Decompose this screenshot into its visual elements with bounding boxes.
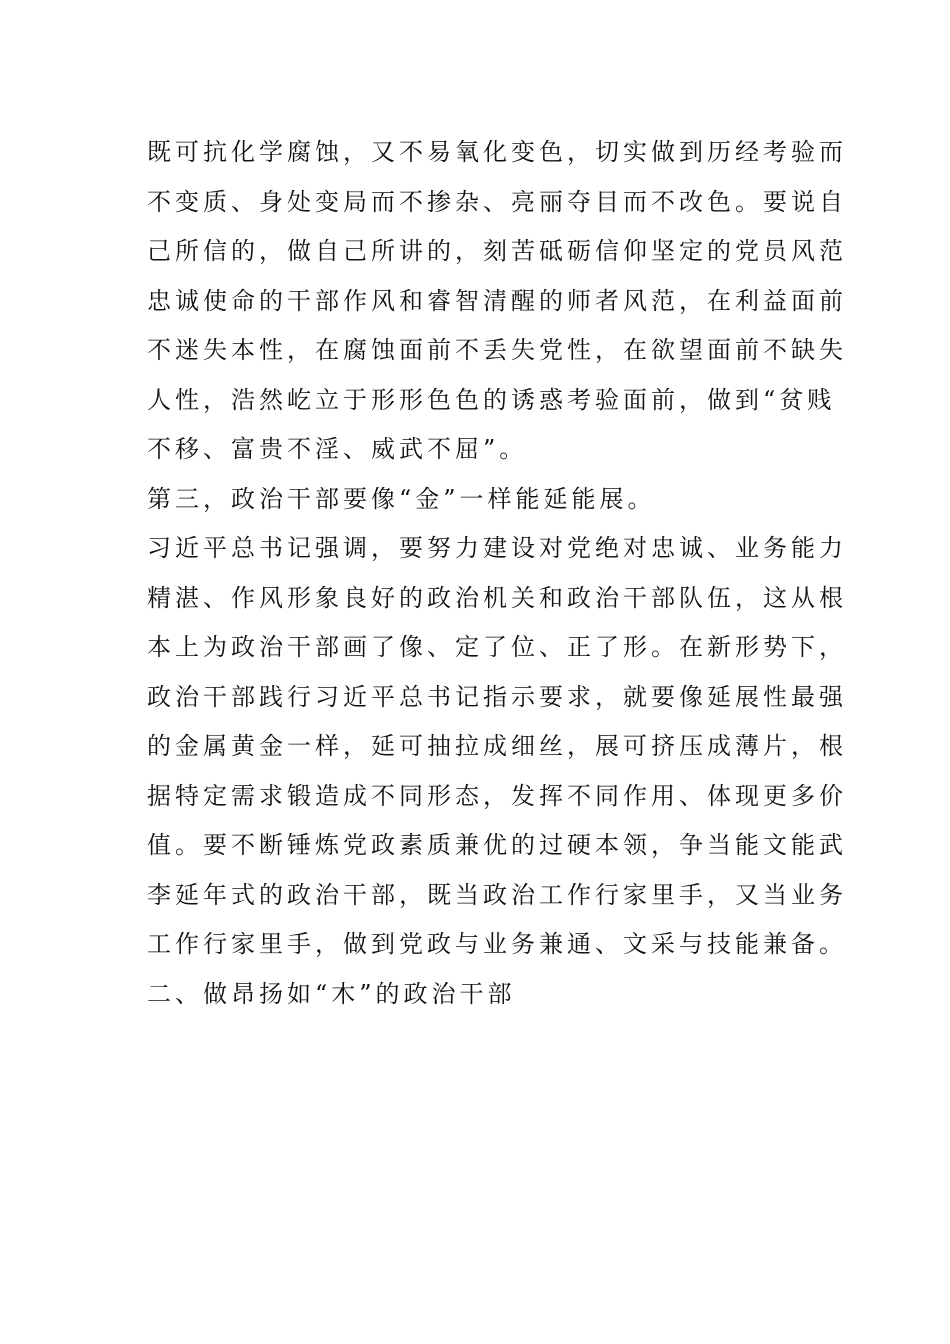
text-line: 不迷失本性，在腐蚀面前不丢失党性，在欲望面前不缺失 (147, 336, 847, 364)
text-line: 本上为政治干部画了像、定了位、正了形。在新形势下， (147, 633, 847, 661)
text-line: 习近平总书记强调，要努力建设对党绝对忠诚、业务能力 (147, 534, 847, 562)
text-line: 值。要不断锤炼党政素质兼优的过硬本领，争当能文能武 (147, 831, 847, 859)
text-line: 李延年式的政治干部，既当政治工作行家里手，又当业务 (147, 880, 847, 909)
text-line: 据特定需求锻造成不同形态，发挥不同作用、体现更多价 (147, 781, 847, 810)
text-line: 既可抗化学腐蚀，又不易氧化变色，切实做到历经考验而 (147, 138, 847, 166)
section-heading-line: 第三，政治干部要像“金”一样能延能展。 (147, 484, 656, 513)
text-line: 工作行家里手，做到党政与业务兼通、文采与技能兼备。 (147, 930, 847, 958)
body-text (147, 128, 847, 1019)
text-line: 不变质、身处变局而不掺杂、亮丽夺目而不改色。要说自 (147, 187, 847, 216)
text-line: 不移、富贵不淫、威武不屈”。 (147, 435, 528, 463)
text-line: 人性，浩然屹立于形形色色的诱惑考验面前，做到“贫贱 (147, 385, 836, 414)
text-line: 政治干部践行习近平总书记指示要求，就要像延展性最强 (147, 682, 847, 711)
text-line: 的金属黄金一样，延可抽拉成细丝，展可挤压成薄片，根 (147, 732, 847, 760)
text-line: 忠诚使命的干部作风和睿智清醒的师者风范，在利益面前 (147, 286, 847, 315)
section-heading-line: 二、做昂扬如“木”的政治干部 (147, 979, 516, 1008)
text-line: 己所信的，做自己所讲的，刻苦砥砺信仰坚定的党员风范 (147, 237, 847, 265)
text-line: 精湛、作风形象良好的政治机关和政治干部队伍，这从根 (147, 583, 847, 612)
